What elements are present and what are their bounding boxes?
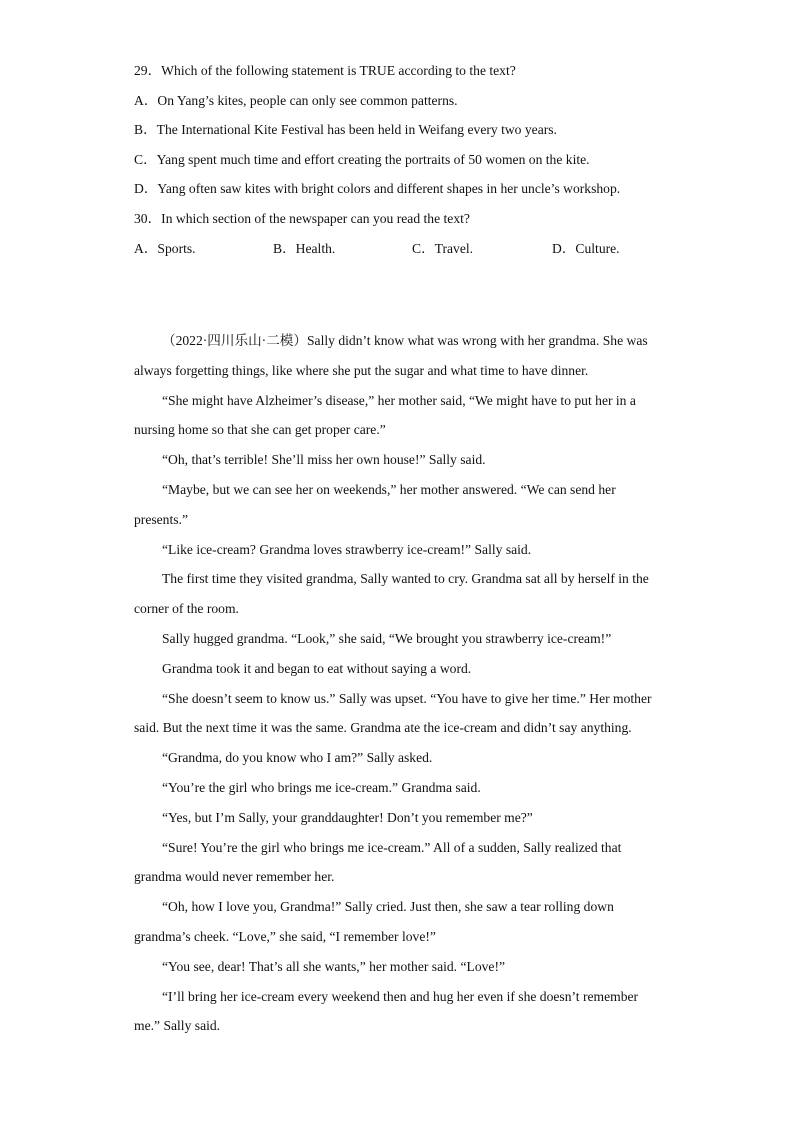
- passage-paragraph: “Sure! You’re the girl who brings me ice-cream.” All of a sudden, Sally realized that grandma would never remember her.: [134, 839, 622, 885]
- passage-paragraph: “Grandma, do you know who I am?” Sally asked.: [162, 750, 433, 766]
- question-29-option-c: C．Yang spent much time and effort creating the portraits of 50 women on the kite.: [134, 152, 590, 167]
- passage-paragraph: “She might have Alzheimer’s disease,” her mother said, “We might have to put her in a nursing home so that she can get proper care.”: [134, 392, 636, 438]
- passage-paragraph: （2022·四川乐山·二模）Sally didn’t know what was wrong with her grandma. She was always forgetting things, like where she put the sugar and what time to have dinner.: [134, 333, 648, 378]
- passage-source: （2022·四川乐山·二模）: [162, 333, 307, 348]
- passage-paragraph: The first time they visited grandma, Sally wanted to cry. Grandma sat all by herself in the corner of the room.: [134, 571, 649, 617]
- passage-paragraph: Grandma took it and began to eat without saying a word.: [162, 660, 472, 676]
- passage-paragraph: “Oh, that’s terrible! She’ll miss her own house!” Sally said.: [162, 452, 486, 468]
- question-30-option-a: A．Sports.: [134, 241, 196, 256]
- passage-paragraph: “She doesn’t seem to know us.” Sally was upset. “You have to give her time.” Her mother said. But the next time it was the same. Grandma ate the ice-cream and didn’t say anything.: [134, 690, 652, 736]
- passage-paragraph: “You see, dear! That’s all she wants,” her mother said. “Love!”: [162, 958, 506, 974]
- question-29-option-a: A．On Yang’s kites, people can only see common patterns.: [134, 93, 458, 108]
- passage-paragraph: “Yes, but I’m Sally, your granddaughter! Don’t you remember me?”: [162, 809, 533, 825]
- question-29-stem: 29．Which of the following statement is TRUE according to the text?: [134, 63, 516, 78]
- passage-paragraph: “You’re the girl who brings me ice-cream.” Grandma said.: [162, 779, 481, 795]
- passage-paragraph: “Maybe, but we can see her on weekends,” her mother answered. “We can send her presents.”: [134, 481, 616, 527]
- question-30-option-d: D．Culture.: [552, 241, 620, 256]
- passage-paragraph: “Oh, how I love you, Grandma!” Sally cried. Just then, she saw a tear rolling down grandma’s cheek. “Love,” she said, “I remember love!”: [134, 899, 614, 944]
- question-30-stem: 30．In which section of the newspaper can you read the text?: [134, 211, 470, 226]
- question-30-option-c: C．Travel.: [412, 241, 474, 256]
- passage-paragraph: “Like ice-cream? Grandma loves strawberry ice-cream!” Sally said.: [162, 541, 532, 557]
- question-29-option-d: D．Yang often saw kites with bright colors and different shapes in her uncle’s workshop.: [134, 181, 621, 196]
- question-30-option-b: B．Health.: [273, 241, 336, 256]
- passage-paragraph: “I’ll bring her ice-cream every weekend then and hug her even if she doesn’t remember me.” Sally said.: [134, 988, 639, 1034]
- question-29-option-b: B．The International Kite Festival has been held in Weifang every two years.: [134, 122, 557, 137]
- passage-paragraph: Sally hugged grandma. “Look,” she said, “We brought you strawberry ice-cream!”: [162, 630, 612, 646]
- reading-passage: [134, 326, 660, 1041]
